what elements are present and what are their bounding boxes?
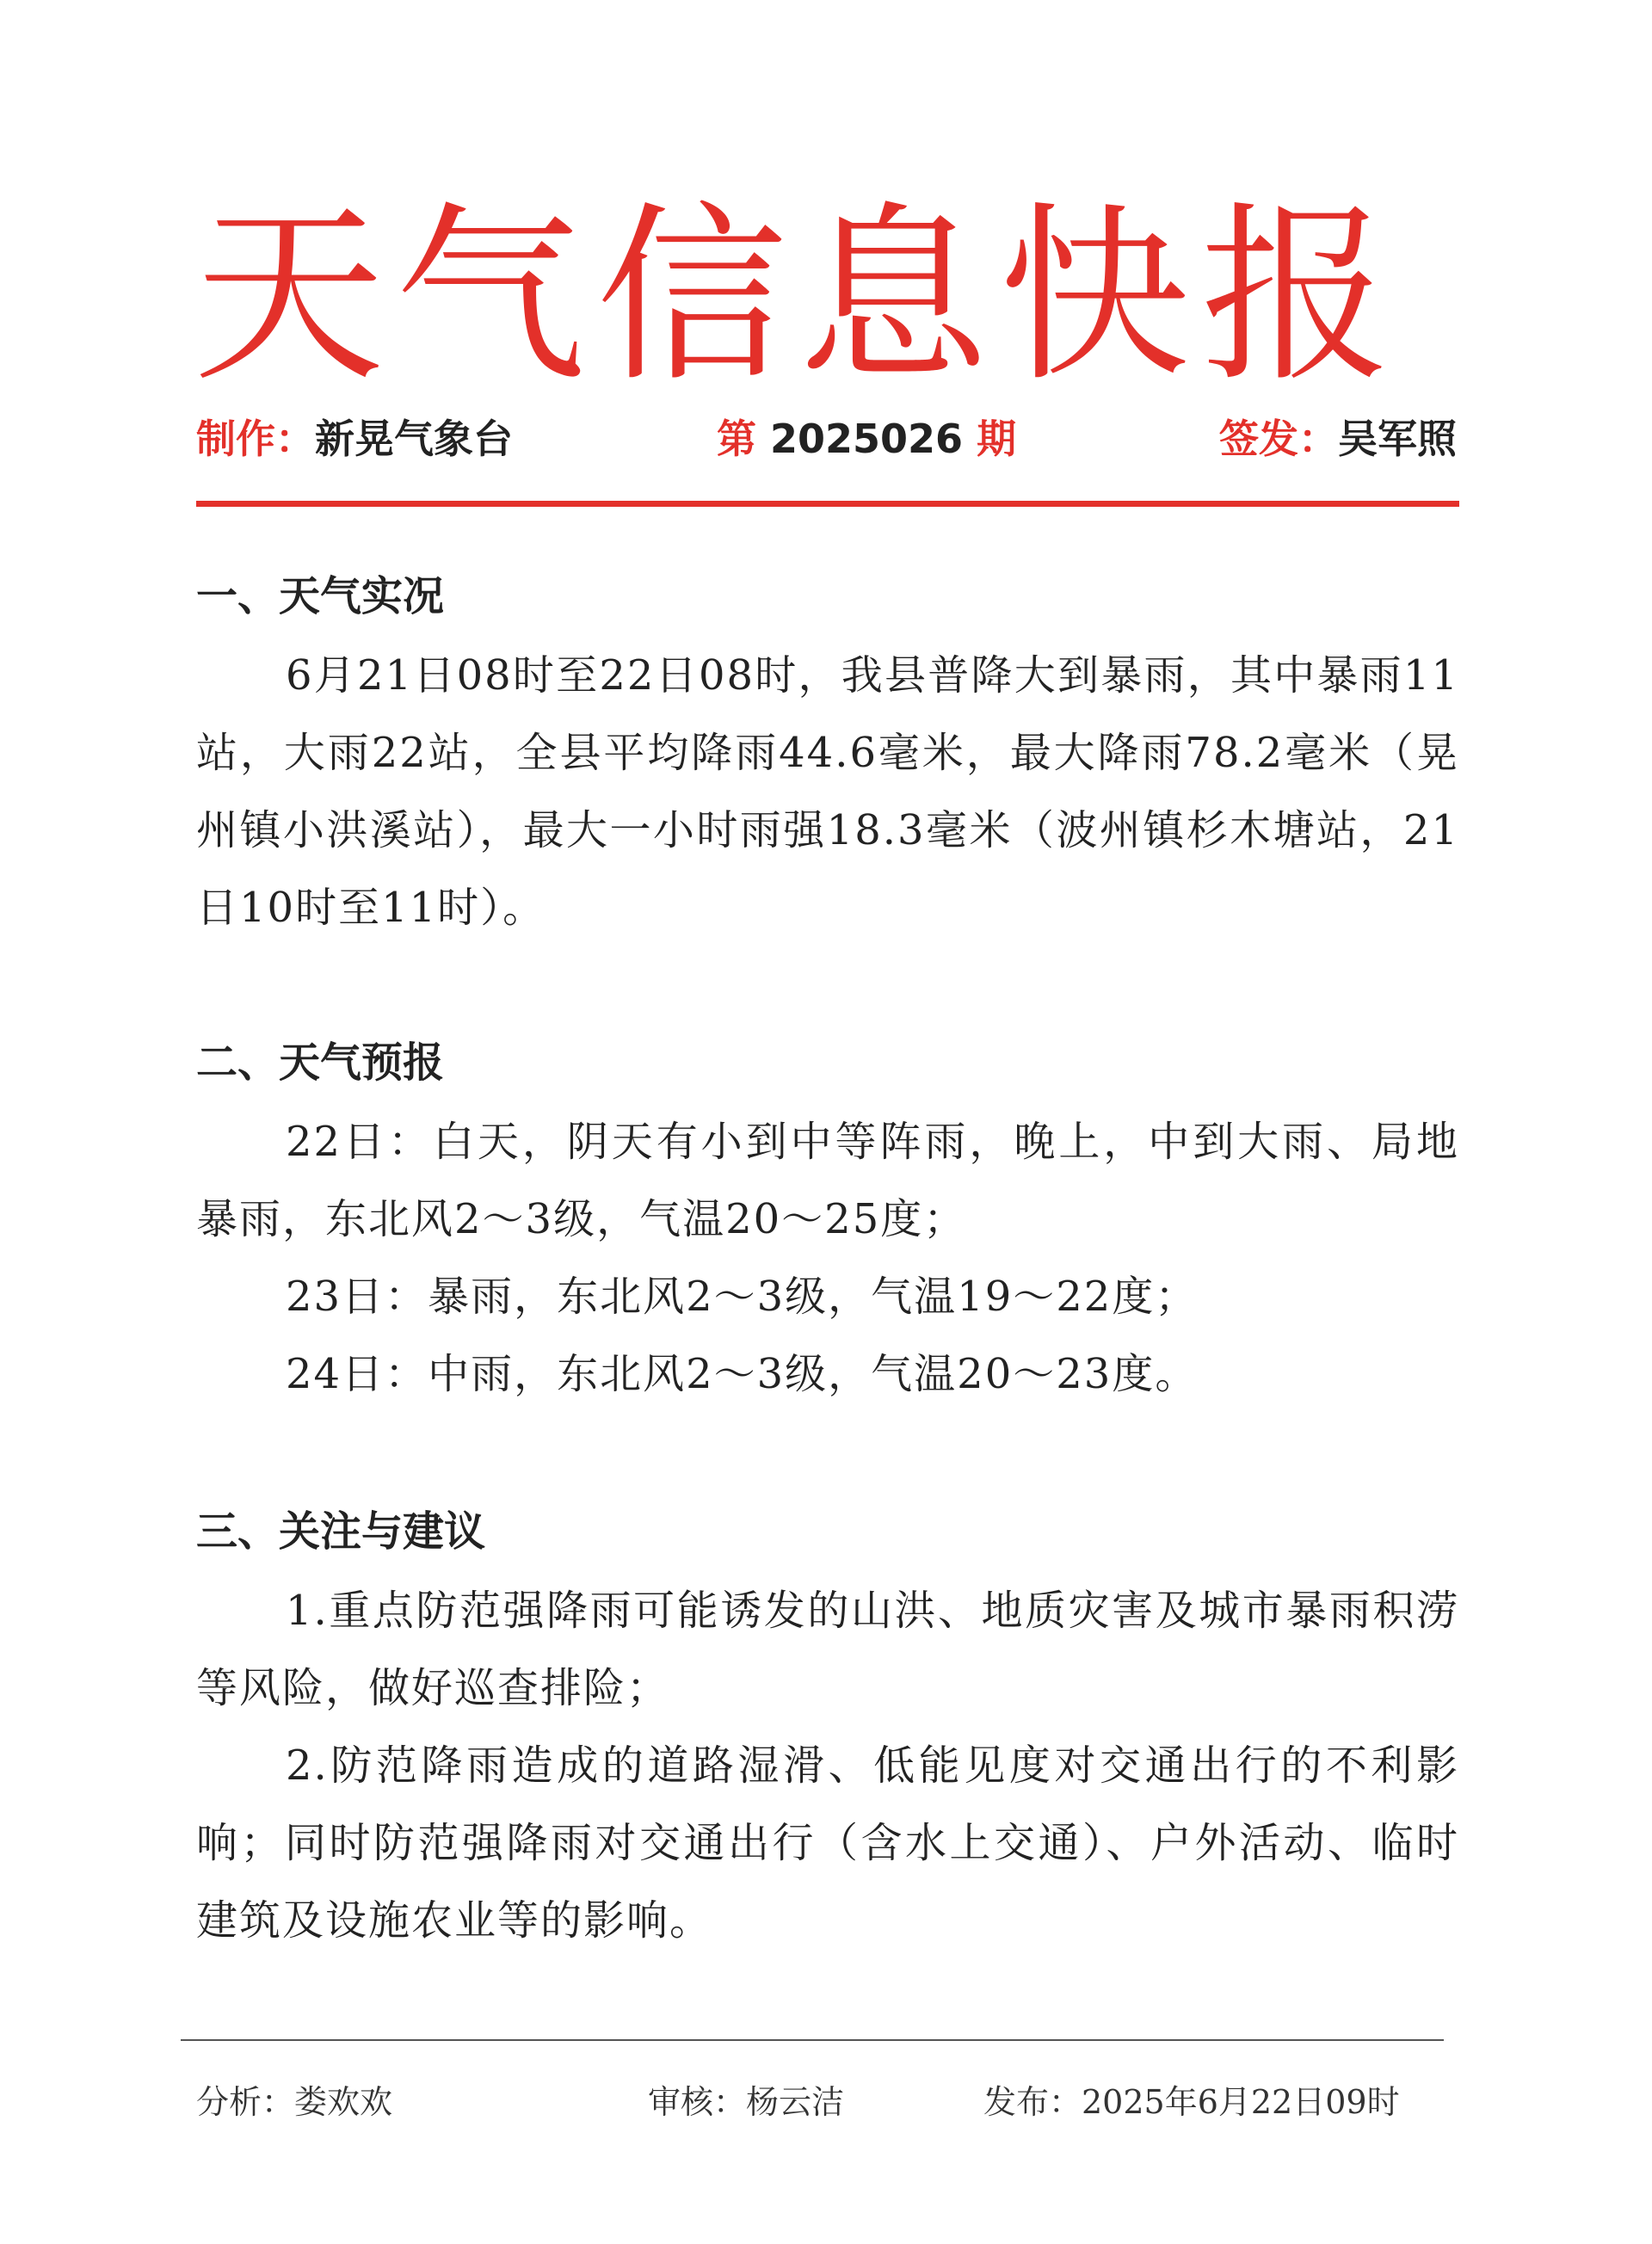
issue-number [717, 404, 1016, 473]
observations-paragraph: 6月21日08时至22日08时，我县普降大到暴雨，其中暴雨11站，大雨22站，全县平均降雨44.6毫米，最大降雨78.2毫米（晃州镇小洪溪站），最大一小时雨强18.3毫米（波州镇杉木塘站，21日10时至11时）。 [196, 651, 1459, 932]
issue-suffix: 期 [977, 416, 1017, 462]
producer-label: 制作： [196, 416, 315, 462]
section-title-advice: 三、关注与建议 [196, 1507, 486, 1556]
section-title-observations: 一、天气实况 [196, 572, 445, 620]
forecast-day-24: 24日：中雨，东北风2～3级，气温20～23度。 [286, 1350, 1199, 1398]
section-title-forecast: 二、天气预报 [196, 1039, 445, 1087]
footer-analyst: 分析：娄欢欢 [196, 2083, 393, 2121]
signer-label: 签发： [1219, 416, 1338, 462]
advice-item-2: 2.防范降雨造成的道路湿滑、低能见度对交通出行的不利影响；同时防范强降雨对交通出行（含水上交通）、户外活动、临时建筑及设施农业等的影响。 [196, 1742, 1459, 1945]
forecast-day-22: 22日：白天，阴天有小到中等阵雨，晚上，中到大雨、局地暴雨，东北风2～3级，气温20～25度； [196, 1118, 1459, 1243]
issue-prefix: 第 [717, 416, 756, 462]
footer-published: 发布：2025年6月22日09时 [983, 2083, 1400, 2121]
footer-reviewer: 审核：杨云洁 [648, 2083, 845, 2121]
signer [1219, 404, 1457, 473]
footer-divider [181, 2039, 1444, 2041]
masthead-title: 天气信息快报 [194, 186, 1402, 408]
advice-item-1: 1.重点防范强降雨可能诱发的山洪、地质灾害及城市暴雨积涝等风险，做好巡查排险； [196, 1587, 1459, 1712]
issue-value: 2025026 [770, 416, 964, 462]
meta-row [196, 404, 1457, 473]
footer [196, 2072, 1435, 2132]
producer [196, 404, 513, 473]
signer-value: 吴军照 [1338, 416, 1457, 462]
producer-value: 新晃气象台 [315, 416, 513, 462]
forecast-day-23: 23日：暴雨，东北风2～3级，气温19～22度； [286, 1273, 1199, 1321]
header-divider [196, 501, 1459, 507]
